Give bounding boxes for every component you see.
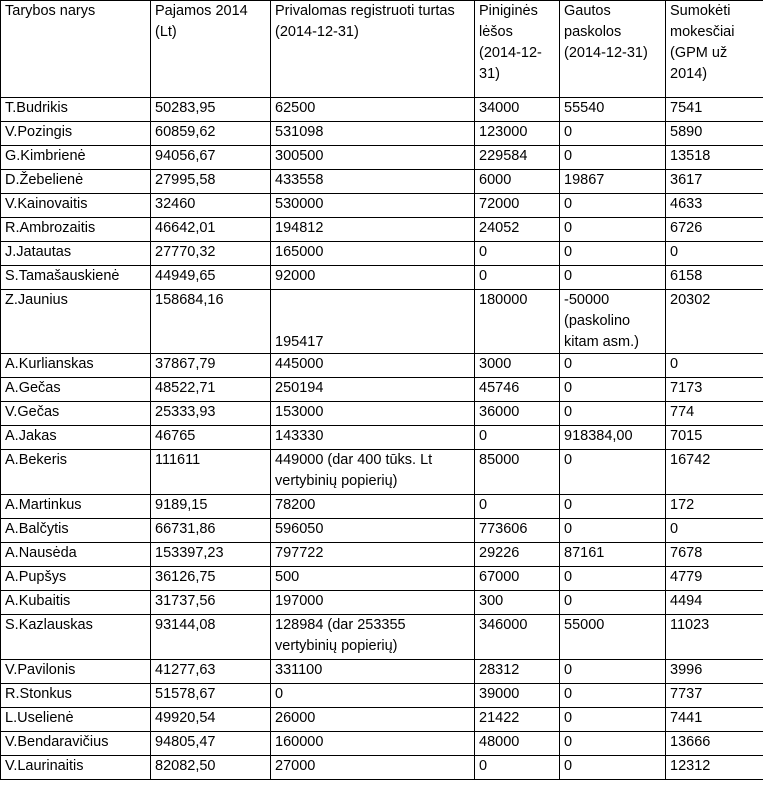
taxes-cell: 7441 bbox=[666, 708, 763, 732]
table-row bbox=[1, 732, 763, 756]
table-row bbox=[1, 495, 763, 519]
taxes-cell: 7015 bbox=[666, 426, 763, 450]
cash-cell: 24052 bbox=[475, 218, 560, 242]
property-cell: 128984 (dar 253355 vertybinių popierių) bbox=[271, 615, 475, 660]
member-name-cell: T.Budrikis bbox=[1, 98, 151, 122]
property-cell: 300500 bbox=[271, 146, 475, 170]
taxes-cell: 7541 bbox=[666, 98, 763, 122]
cash-cell: 48000 bbox=[475, 732, 560, 756]
member-name-cell: A.Jakas bbox=[1, 426, 151, 450]
table-row bbox=[1, 194, 763, 218]
loans-cell: 0 bbox=[560, 378, 666, 402]
cash-cell: 0 bbox=[475, 756, 560, 780]
property-cell: 78200 bbox=[271, 495, 475, 519]
table-row bbox=[1, 660, 763, 684]
table-row bbox=[1, 98, 763, 122]
taxes-cell: 0 bbox=[666, 354, 763, 378]
taxes-cell: 172 bbox=[666, 495, 763, 519]
loans-cell: 0 bbox=[560, 519, 666, 543]
member-name-cell: V.Laurinaitis bbox=[1, 756, 151, 780]
table-row bbox=[1, 615, 763, 660]
cash-cell: 0 bbox=[475, 426, 560, 450]
cash-cell: 6000 bbox=[475, 170, 560, 194]
income-cell: 44949,65 bbox=[151, 266, 271, 290]
taxes-cell: 12312 bbox=[666, 756, 763, 780]
loans-cell: 55540 bbox=[560, 98, 666, 122]
loans-cell: 0 bbox=[560, 591, 666, 615]
table-row bbox=[1, 708, 763, 732]
loans-cell: 0 bbox=[560, 732, 666, 756]
table-row bbox=[1, 242, 763, 266]
table-row bbox=[1, 519, 763, 543]
income-cell: 94805,47 bbox=[151, 732, 271, 756]
member-name-cell: A.Gečas bbox=[1, 378, 151, 402]
property-cell: 0 bbox=[271, 684, 475, 708]
taxes-cell: 13666 bbox=[666, 732, 763, 756]
cash-cell: 773606 bbox=[475, 519, 560, 543]
taxes-cell: 7737 bbox=[666, 684, 763, 708]
taxes-cell: 6158 bbox=[666, 266, 763, 290]
header-cash: Piniginės lėšos (2014-12-31) bbox=[475, 1, 560, 98]
taxes-cell: 774 bbox=[666, 402, 763, 426]
member-name-cell: A.Kurlianskas bbox=[1, 354, 151, 378]
property-cell: 531098 bbox=[271, 122, 475, 146]
property-cell: 197000 bbox=[271, 591, 475, 615]
member-name-cell: V.Gečas bbox=[1, 402, 151, 426]
cash-cell: 72000 bbox=[475, 194, 560, 218]
taxes-cell: 4633 bbox=[666, 194, 763, 218]
income-cell: 82082,50 bbox=[151, 756, 271, 780]
cash-cell: 0 bbox=[475, 242, 560, 266]
member-name-cell: S.Kazlauskas bbox=[1, 615, 151, 660]
member-name-cell: A.Pupšys bbox=[1, 567, 151, 591]
property-cell: 445000 bbox=[271, 354, 475, 378]
member-name-cell: V.Kainovaitis bbox=[1, 194, 151, 218]
loans-cell: 0 bbox=[560, 660, 666, 684]
loans-cell: 918384,00 bbox=[560, 426, 666, 450]
loans-cell: 0 bbox=[560, 708, 666, 732]
cash-cell: 85000 bbox=[475, 450, 560, 495]
table-row bbox=[1, 378, 763, 402]
taxes-cell: 4779 bbox=[666, 567, 763, 591]
loans-cell: 55000 bbox=[560, 615, 666, 660]
loans-cell: 19867 bbox=[560, 170, 666, 194]
income-cell: 9189,15 bbox=[151, 495, 271, 519]
property-cell: 194812 bbox=[271, 218, 475, 242]
income-cell: 25333,93 bbox=[151, 402, 271, 426]
cash-cell: 29226 bbox=[475, 543, 560, 567]
member-name-cell: R.Ambrozaitis bbox=[1, 218, 151, 242]
member-name-cell: A.Martinkus bbox=[1, 495, 151, 519]
income-cell: 27995,58 bbox=[151, 170, 271, 194]
income-cell: 31737,56 bbox=[151, 591, 271, 615]
income-cell: 46642,01 bbox=[151, 218, 271, 242]
taxes-cell: 20302 bbox=[666, 290, 763, 354]
member-name-cell: G.Kimbrienė bbox=[1, 146, 151, 170]
table-row bbox=[1, 354, 763, 378]
income-cell: 66731,86 bbox=[151, 519, 271, 543]
income-cell: 93144,08 bbox=[151, 615, 271, 660]
taxes-cell: 13518 bbox=[666, 146, 763, 170]
table-body bbox=[1, 98, 763, 780]
table-row bbox=[1, 756, 763, 780]
income-cell: 153397,23 bbox=[151, 543, 271, 567]
income-cell: 37867,79 bbox=[151, 354, 271, 378]
table-row bbox=[1, 266, 763, 290]
loans-cell: 0 bbox=[560, 684, 666, 708]
cash-cell: 67000 bbox=[475, 567, 560, 591]
loans-cell: 0 bbox=[560, 402, 666, 426]
loans-cell: 0 bbox=[560, 218, 666, 242]
loans-cell: 0 bbox=[560, 756, 666, 780]
cash-cell: 123000 bbox=[475, 122, 560, 146]
header-row bbox=[1, 1, 763, 98]
header-member: Tarybos narys bbox=[1, 1, 151, 98]
property-cell: 500 bbox=[271, 567, 475, 591]
income-cell: 32460 bbox=[151, 194, 271, 218]
header-income: Pajamos 2014 (Lt) bbox=[151, 1, 271, 98]
income-cell: 49920,54 bbox=[151, 708, 271, 732]
cash-cell: 0 bbox=[475, 495, 560, 519]
income-cell: 60859,62 bbox=[151, 122, 271, 146]
cash-cell: 45746 bbox=[475, 378, 560, 402]
income-cell: 41277,63 bbox=[151, 660, 271, 684]
table-row bbox=[1, 567, 763, 591]
cash-cell: 28312 bbox=[475, 660, 560, 684]
loans-cell: 0 bbox=[560, 194, 666, 218]
member-name-cell: A.Nausėda bbox=[1, 543, 151, 567]
property-cell: 250194 bbox=[271, 378, 475, 402]
taxes-cell: 3617 bbox=[666, 170, 763, 194]
table-row bbox=[1, 684, 763, 708]
loans-cell: 0 bbox=[560, 495, 666, 519]
table-row bbox=[1, 426, 763, 450]
taxes-cell: 6726 bbox=[666, 218, 763, 242]
property-cell: 797722 bbox=[271, 543, 475, 567]
property-cell: 92000 bbox=[271, 266, 475, 290]
cash-cell: 39000 bbox=[475, 684, 560, 708]
property-cell: 165000 bbox=[271, 242, 475, 266]
taxes-cell: 7678 bbox=[666, 543, 763, 567]
header-property: Privalomas registruoti turtas (2014-12-31) bbox=[271, 1, 475, 98]
loans-cell: -50000 (paskolino kitam asm.) bbox=[560, 290, 666, 354]
cash-cell: 3000 bbox=[475, 354, 560, 378]
property-cell: 449000 (dar 400 tūks. Lt vertybinių popierių) bbox=[271, 450, 475, 495]
property-cell: 62500 bbox=[271, 98, 475, 122]
loans-cell: 87161 bbox=[560, 543, 666, 567]
taxes-cell: 3996 bbox=[666, 660, 763, 684]
member-name-cell: V.Bendaravičius bbox=[1, 732, 151, 756]
cash-cell: 36000 bbox=[475, 402, 560, 426]
property-cell: 26000 bbox=[271, 708, 475, 732]
table-row bbox=[1, 170, 763, 194]
table-row bbox=[1, 122, 763, 146]
taxes-cell: 4494 bbox=[666, 591, 763, 615]
member-name-cell: A.Kubaitis bbox=[1, 591, 151, 615]
table-row bbox=[1, 402, 763, 426]
taxes-cell: 0 bbox=[666, 519, 763, 543]
taxes-cell: 7173 bbox=[666, 378, 763, 402]
taxes-cell: 16742 bbox=[666, 450, 763, 495]
property-cell: 153000 bbox=[271, 402, 475, 426]
property-cell: 596050 bbox=[271, 519, 475, 543]
loans-cell: 0 bbox=[560, 450, 666, 495]
table-row bbox=[1, 290, 763, 354]
member-name-cell: V.Pozingis bbox=[1, 122, 151, 146]
member-name-cell: R.Stonkus bbox=[1, 684, 151, 708]
loans-cell: 0 bbox=[560, 146, 666, 170]
table-row bbox=[1, 591, 763, 615]
taxes-cell: 5890 bbox=[666, 122, 763, 146]
income-cell: 94056,67 bbox=[151, 146, 271, 170]
cash-cell: 300 bbox=[475, 591, 560, 615]
member-name-cell: V.Pavilonis bbox=[1, 660, 151, 684]
income-cell: 51578,67 bbox=[151, 684, 271, 708]
property-cell: 160000 bbox=[271, 732, 475, 756]
table-row bbox=[1, 450, 763, 495]
property-cell: 433558 bbox=[271, 170, 475, 194]
property-cell: 27000 bbox=[271, 756, 475, 780]
cash-cell: 180000 bbox=[475, 290, 560, 354]
member-name-cell: J.Jatautas bbox=[1, 242, 151, 266]
income-cell: 36126,75 bbox=[151, 567, 271, 591]
cash-cell: 0 bbox=[475, 266, 560, 290]
income-cell: 158684,16 bbox=[151, 290, 271, 354]
table-row bbox=[1, 543, 763, 567]
member-name-cell: D.Žebelienė bbox=[1, 170, 151, 194]
table-row bbox=[1, 146, 763, 170]
property-cell: 331100 bbox=[271, 660, 475, 684]
income-cell: 111611 bbox=[151, 450, 271, 495]
member-name-cell: A.Balčytis bbox=[1, 519, 151, 543]
cash-cell: 229584 bbox=[475, 146, 560, 170]
cash-cell: 21422 bbox=[475, 708, 560, 732]
property-cell: 143330 bbox=[271, 426, 475, 450]
taxes-cell: 11023 bbox=[666, 615, 763, 660]
property-cell: 195417 bbox=[271, 290, 475, 354]
member-name-cell: S.Tamašauskienė bbox=[1, 266, 151, 290]
loans-cell: 0 bbox=[560, 567, 666, 591]
loans-cell: 0 bbox=[560, 242, 666, 266]
member-name-cell: A.Bekeris bbox=[1, 450, 151, 495]
member-name-cell: L.Uselienė bbox=[1, 708, 151, 732]
income-cell: 27770,32 bbox=[151, 242, 271, 266]
income-cell: 46765 bbox=[151, 426, 271, 450]
income-cell: 50283,95 bbox=[151, 98, 271, 122]
income-cell: 48522,71 bbox=[151, 378, 271, 402]
loans-cell: 0 bbox=[560, 122, 666, 146]
table-row bbox=[1, 218, 763, 242]
cash-cell: 34000 bbox=[475, 98, 560, 122]
header-taxes: Sumokėti mokesčiai (GPM už 2014) bbox=[666, 1, 763, 98]
property-cell: 530000 bbox=[271, 194, 475, 218]
taxes-cell: 0 bbox=[666, 242, 763, 266]
member-name-cell: Z.Jaunius bbox=[1, 290, 151, 354]
loans-cell: 0 bbox=[560, 266, 666, 290]
cash-cell: 346000 bbox=[475, 615, 560, 660]
loans-cell: 0 bbox=[560, 354, 666, 378]
header-loans: Gautos paskolos (2014-12-31) bbox=[560, 1, 666, 98]
